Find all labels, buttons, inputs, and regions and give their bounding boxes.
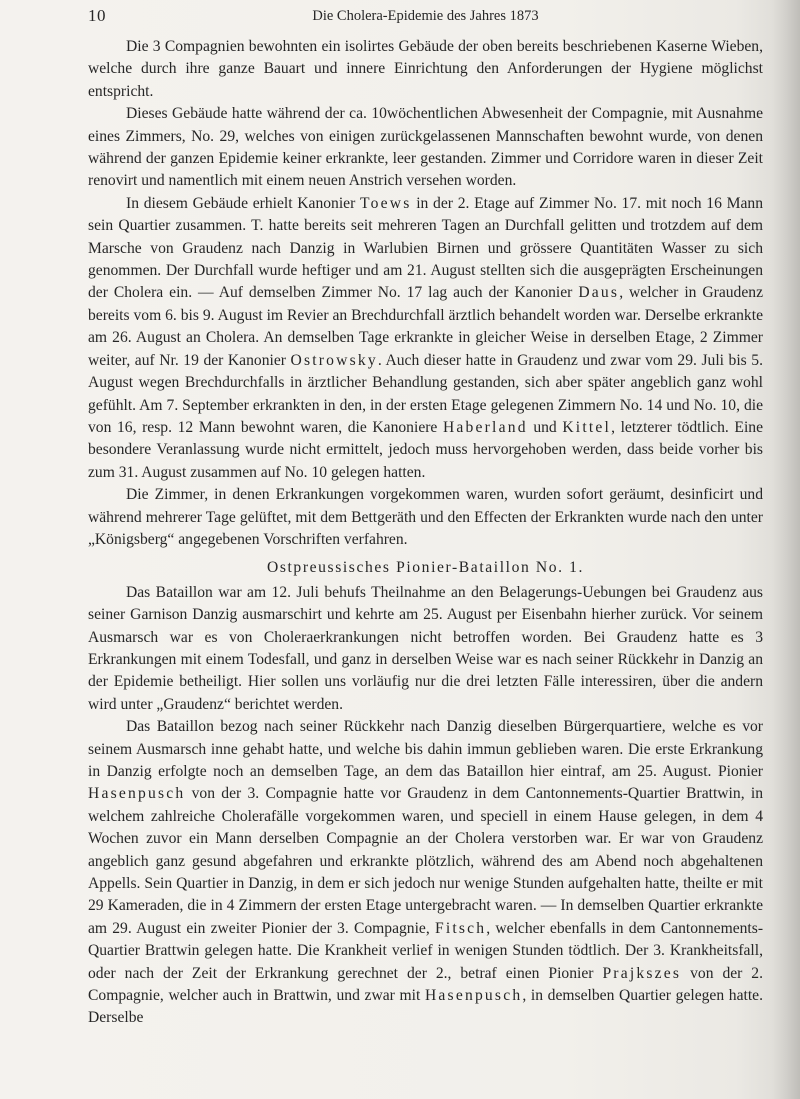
paragraph: Das Bataillon war am 12. Juli behufs Theilnahme an den Belagerungs-Uebungen bei Graudenz aus seiner Garnison Danzig ausmarschirt und kehrte am 25. August per Eisenbahn hierher zurück. Vor seinem Ausmarsch war es von Choleraerkrankungen nicht betroffen worden. Bei Graudenz hatte es 3 Erkrankungen mit einem Todesfall, und ganz in derselben Weise war es nach seiner Rückkehr in Danzig an der Epidemie betheiligt. Hier sollen uns vorläufig nur die drei letzten Fälle interessiren, über die andern wird unter „Graudenz“ berichtet werden. — [88, 583, 763, 713]
person-name: Daus — [578, 284, 620, 302]
person-name: Hasenpusch — [88, 785, 186, 803]
paragraph: Die Zimmer, in denen Erkrankungen vorgekommen waren, wurden sofort geräumt, desinficirt und während mehrerer Tage gelüftet, mit dem Bettgeräth und den Effecten der Erkrankten wurde nach den unter „Königsberg“ angegebenen Vorschriften verfahren. — [88, 486, 763, 548]
paragraph: Das Bataillon bezog nach seiner Rückkehr nach Danzig dieselben Bürgerquartiere, welche es vor seinem Ausmarsch inne gehabt hatte, und welche bis dahin immun geblieben waren. Die erste Erkrankung in Danzig erfolgte noch an demselben Tage, an dem das Bataillon hier eintraf, am 25. August. Pionier Hasenpusch von der 3. Compagnie hatte vor Graudenz in dem Cantonnements-Quartier Brattwin, in welchem zahlreiche Cholerafälle vorgekommen waren, und speciell in einem Hause gelegen, in dem 4 Wochen zuvor ein Mann derselben Compagnie an der Cholera verstorben war. Er war von Graudenz angeblich ganz gesund abgefahren und erkrankte plötzlich, während des am Abend noch abgehaltenen Appells. Sein Quartier in Danzig, in dem er sich jedoch nur wenige Stunden aufgehalten hatte, theilte er mit 29 Kameraden, die in 4 Zimmern der ersten Etage untergebracht waren. — In demselben Quartier erkrankte am 29. August ein zweiter Pionier der 3. Compagnie, Fitsch, welcher ebenfalls in dem Cantonnements-Quartier Brattwin gelegen hatte. Die Krankheit verlief in wenigen Stunden tödtlich. Der 3. Krankheitsfall, oder nach der Zeit der Erkrankung gerechnet der 2., betraf einen Pionier Prajkszes von der 2. Compagnie, welcher auch in Brattwin, und zwar mit Hasenpusch, in demselben Quartier gelegen hatte. Derselbe — [88, 718, 764, 1027]
person-name: Haberland — [442, 418, 528, 436]
person-name: Kittel — [562, 418, 612, 436]
person-name: Hasenpusch — [424, 987, 523, 1005]
paragraph: In diesem Gebäude erhielt Kanonier Toews in der 2. Etage auf Zimmer No. 17. mit noch 16 Mann sein Quartier zusammen. T. hatte bereits seit mehreren Tagen an Durchfall gelitten und trotzdem auf dem Marsche von Graudenz nach Danzig in Warlubien Birnen und grössere Quantitäten Wasser zu sich genommen. Der Durchfall wurde heftiger und am 21. August stellten sich die ausgeprägten Erscheinungen der Cholera ein. — Auf demselben Zimmer No. 17 lag auch der Kanonier Daus, welcher in Graudenz bereits vom 6. bis 9. August im Revier an Brechdurchfall ärztlich behandelt worden war. Derselbe erkrankte am 26. August an Cholera. An demselben Tage erkrankte in gleicher Weise in derselben Etage, 2 Zimmer weiter, auf Nr. 19 der Kanonier Ostrowsky. Auch dieser hatte in Graudenz und zwar vom 29. Juli bis 5. August wegen Brechdurchfalls in ärztlicher Behandlung gestanden, sich aber später angeblich ganz wohl gefühlt. Am 7. September erkrankten in den, in der ersten Etage gelegenen Zimmern No. 14 und No. 10, die von 16, resp. 12 Mann bewohnt waren, die Kanoniere Haberland und Kittel, letzterer tödtlich. Eine besondere Veranlassung wurde nicht ermittelt, jedoch muss hervorgehoben werden, dass beide vorher bis zum 31. August zusammen auf No. 10 gelegen hatten. — [88, 194, 764, 481]
person-name: Prajkszes — [602, 964, 682, 982]
page-number: 10 — [88, 6, 106, 25]
page-edge-shadow — [772, 0, 800, 1099]
person-name: Ostrowsky — [290, 351, 378, 369]
paragraph: Die 3 Compagnien bewohnten ein isolirtes Gebäude der oben bereits beschriebenen Kaserne Wieben, welche durch ihre ganze Bauart und innere Einrichtung den Anforderungen der Hygiene möglichst entspricht. — [88, 38, 763, 100]
section-heading: Ostpreussisches Pionier-Bataillon No. 1. — [266, 559, 585, 577]
paragraph: Dieses Gebäude hatte während der ca. 10wöchentlichen Abwesenheit der Compagnie, mit Ausnahme eines Zimmers, No. 29, welches von einigen zurückgelassenen Mannschaften bewohnt wurde, von denen während der ganzen Epidemie keiner erkrankte, leer gestanden. Zimmer und Corridore waren in dieser Zeit renovirt und namentlich mit einem neuen Anstrich versehen worden. — [88, 105, 763, 190]
running-head: Die Cholera-Epidemie des Jahres 1873 — [312, 8, 539, 24]
page-header — [88, 6, 763, 30]
body-text — [88, 36, 763, 1030]
person-name: Fitsch — [434, 919, 487, 937]
person-name: Toews — [360, 194, 412, 212]
